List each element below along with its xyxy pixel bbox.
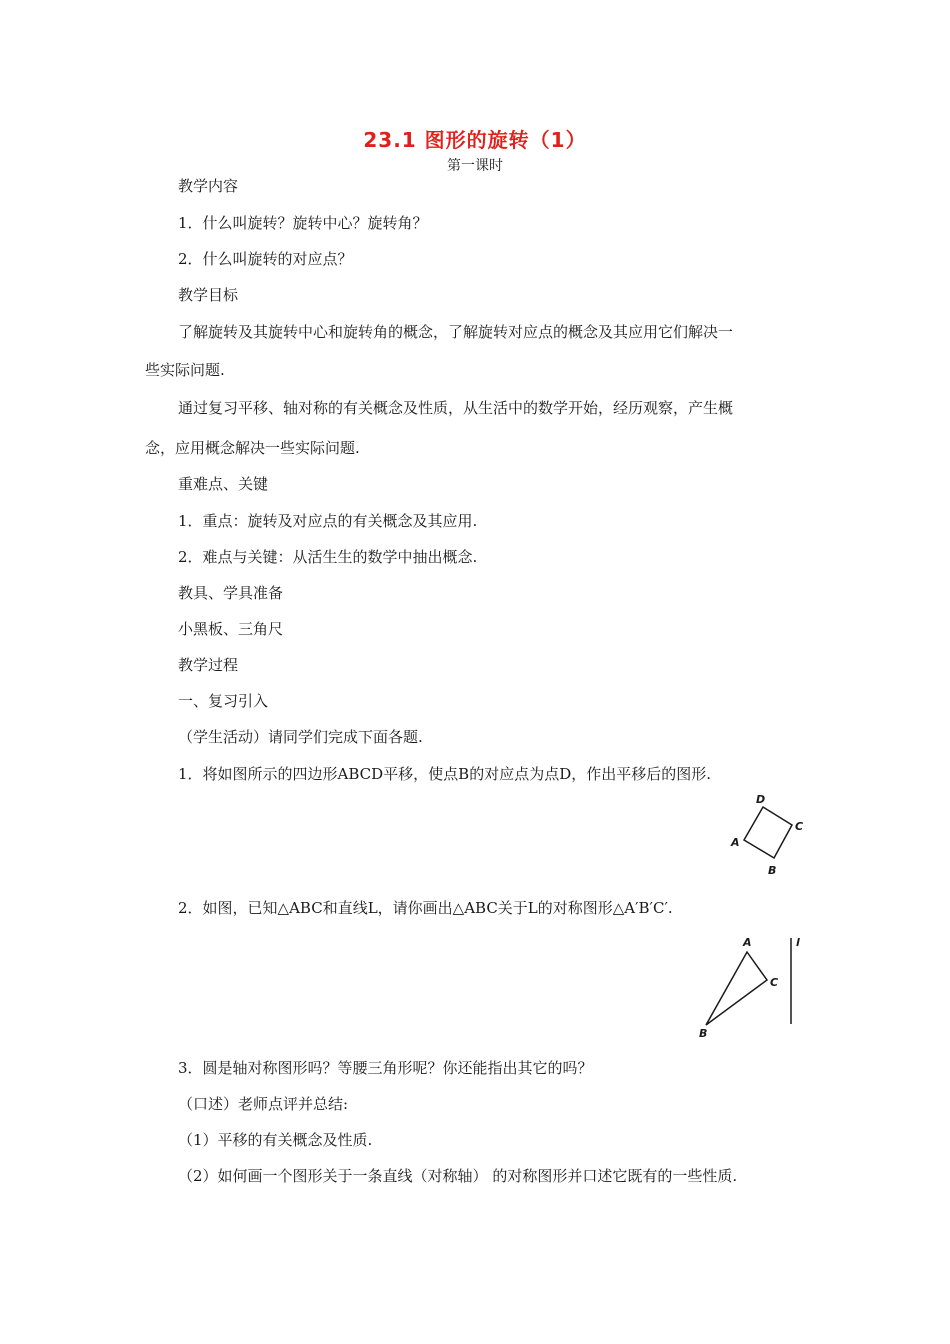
tools-list: 小黑板、三角尺 (178, 620, 284, 638)
quadrilateral-shape (744, 807, 792, 858)
label-c: C (795, 820, 804, 833)
heading-key-points: 重难点、关键 (178, 475, 269, 493)
content-item-2: 2．什么叫旋转的对应点？ (178, 250, 353, 268)
goal-2-line-2: 念，应用概念解决一些实际问题. (145, 439, 360, 457)
content-item-1: 1．什么叫旋转？旋转中心？旋转角？ (178, 214, 428, 232)
figure-triangle-abc-line-l (690, 930, 810, 1040)
goal-1-line-1: 了解旋转及其旋转中心和旋转角的概念，了解旋转对应点的概念及其应用它们解决一 (178, 323, 734, 341)
heading-teaching-content: 教学内容 (178, 177, 239, 195)
heading-teaching-process: 教学过程 (178, 656, 239, 674)
exercise-1: 1．将如图所示的四边形ABCD平移，使点B的对应点为点D，作出平移后的图形. (178, 765, 712, 783)
heading-tools: 教具、学具准备 (178, 584, 284, 602)
summary-item-2: （2）如何画一个图形关于一条直线（对称轴） 的对称图形并口述它既有的一些性质. (178, 1167, 738, 1185)
key-point-2: 2．难点与关键：从活生生的数学中抽出概念. (178, 548, 478, 566)
teacher-summary: （口述）老师点评并总结: (178, 1095, 349, 1113)
key-point-1: 1．重点：旋转及对应点的有关概念及其应用. (178, 512, 478, 530)
label-a: A (743, 936, 752, 949)
goal-2-line-1: 通过复习平移、轴对称的有关概念及性质，从生活中的数学开始，经历观察，产生概 (178, 399, 734, 417)
exercise-2: 2．如图，已知△ABC和直线L，请你画出△ABC关于L的对称图形△A′B′C′. (178, 899, 673, 917)
triangle-shape (706, 952, 767, 1025)
summary-item-1: （1）平移的有关概念及性质. (178, 1131, 373, 1149)
section-review: 一、复习引入 (178, 692, 269, 710)
goal-1-line-2: 些实际问题. (145, 361, 225, 379)
figure-quadrilateral-abcd (725, 790, 815, 880)
label-b: B (699, 1027, 708, 1040)
heading-teaching-goals: 教学目标 (178, 286, 239, 304)
exercise-3: 3．圆是轴对称图形吗？等腰三角形呢？你还能指出其它的吗？ (178, 1059, 593, 1077)
label-a: A (731, 836, 740, 849)
document-title: 23.1 图形的旋转（1） (363, 128, 587, 152)
label-d: D (756, 793, 766, 806)
student-activity: （学生活动）请同学们完成下面各题. (178, 728, 423, 746)
label-l: l (796, 936, 800, 949)
document-subtitle: 第一课时 (447, 158, 503, 174)
label-b: B (768, 864, 777, 877)
label-c: C (770, 976, 779, 989)
